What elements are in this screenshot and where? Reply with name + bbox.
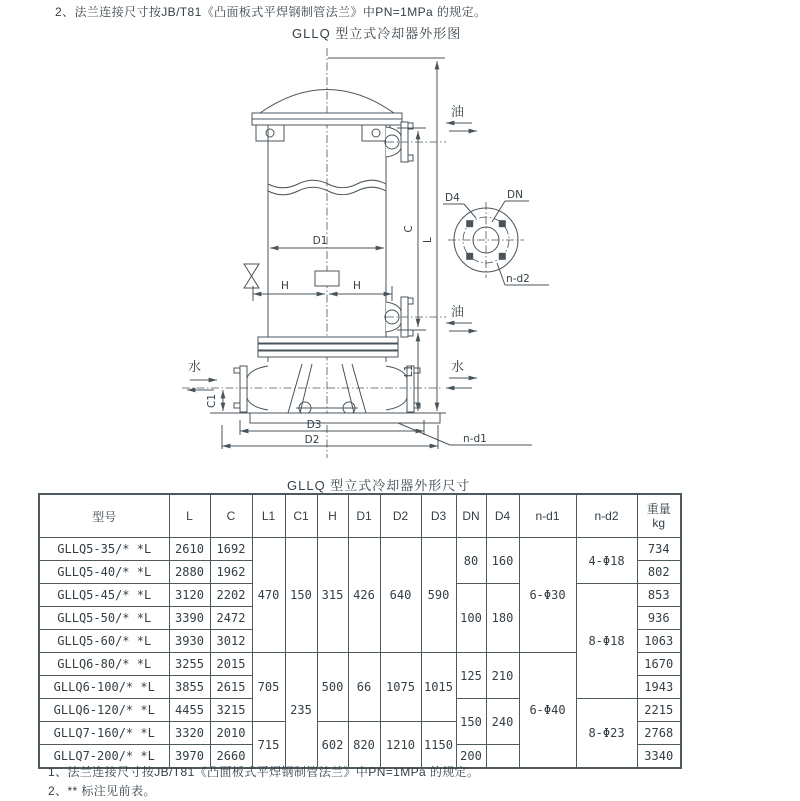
cell-L: 3320 [169,722,210,745]
cell-DN: 80 [456,538,486,584]
cell-C: 2015 [210,653,252,676]
svg-text:油: 油 [451,105,465,120]
dim-label-h-right: H [353,280,361,292]
col-weight-label: 重量 [646,502,671,516]
cell-C: 1692 [210,538,252,561]
cell-L: 3855 [169,676,210,699]
col-L: L [169,494,210,538]
table-title: GLLQ 型立式冷却器外形尺寸 [287,478,471,493]
cell-D3: 1015 [421,653,456,722]
cell-L: 3255 [169,653,210,676]
cell-model: GLLQ6-80/* *L [39,653,169,676]
cell-model: GLLQ5-50/* *L [39,607,169,630]
cell-model: GLLQ6-120/* *L [39,699,169,722]
cell-model: GLLQ7-160/* *L [39,722,169,745]
cell-L: 2880 [169,561,210,584]
bottom-note-2: 2、** 标注见前表。 [48,784,156,798]
dim-label-d2: D2 [304,434,320,446]
cell-C1: 235 [285,653,317,769]
col-D2: D2 [380,494,421,538]
col-H: H [317,494,348,538]
water-nozzle-left [234,366,268,412]
top-flange [252,113,402,119]
nameplate-box [315,271,339,286]
cell-D3: 590 [421,538,456,653]
cell-H: 315 [317,538,348,653]
dim-label-h-left: H [281,280,289,292]
dimension-table [38,493,682,769]
valve-icon [244,264,259,288]
cell-L: 3970 [169,745,210,769]
cell-H: 500 [317,653,348,722]
cell-C: 2202 [210,584,252,607]
cell-weight: 936 [637,607,681,630]
cell-model: GLLQ5-35/* *L [39,538,169,561]
dim-label-c: C [403,225,415,233]
cell-D4 [486,745,519,769]
top-note: 2、法兰连接尺寸按JB/T81《凸面板式平焊钢制管法兰》中PN=1MPa 的规定。 [55,5,487,19]
col-D4: D4 [486,494,519,538]
col-D1: D1 [348,494,380,538]
col-C1: C1 [285,494,317,538]
cell-C: 2472 [210,607,252,630]
cell-C: 3215 [210,699,252,722]
cell-weight: 1943 [637,676,681,699]
cell-C: 3012 [210,630,252,653]
cell-n-d1: 6-Φ30 [519,538,576,653]
dim-label-l1: L1 [403,364,415,378]
mid-flange [258,337,398,357]
flange-lugs [256,125,390,141]
cell-model: GLLQ5-45/* *L [39,584,169,607]
cell-C1: 150 [285,538,317,653]
cell-L: 3390 [169,607,210,630]
cell-C: 2010 [210,722,252,745]
cell-D1: 820 [348,722,380,769]
cell-weight: 2215 [637,699,681,722]
cell-model: GLLQ6-100/* *L [39,676,169,699]
cell-weight: 734 [637,538,681,561]
figure-title: GLLQ 型立式冷却器外形图 [292,26,462,41]
col-L1: L1 [252,494,285,538]
cell-n-d2: 8-Φ18 [576,584,637,699]
cell-weight: 1670 [637,653,681,676]
detail-label-d4: D4 [445,192,460,204]
cell-DN: 125 [456,653,486,699]
cell-L: 2610 [169,538,210,561]
cell-D1: 66 [348,653,380,722]
cell-L: 3930 [169,630,210,653]
col-weight-unit: kg [652,516,666,530]
col-n-d1: n-d1 [519,494,576,538]
col-C: C [210,494,252,538]
cell-n-d2: 8-Φ23 [576,699,637,769]
svg-text:油: 油 [451,305,465,320]
water-flow-right [446,359,477,388]
cell-D4: 210 [486,653,519,699]
dim-label-n-d1: n-d1 [463,433,487,445]
cell-L1: 715 [252,722,285,769]
col-weight [637,494,681,538]
cell-C: 2615 [210,676,252,699]
cell-L: 4455 [169,699,210,722]
col-n-d2: n-d2 [576,494,637,538]
cell-n-d2: 4-Φ18 [576,538,637,584]
cell-weight: 2768 [637,722,681,745]
bottom-note-1: 1、法兰连接尺寸按JB/T81《凸面板式平焊钢制管法兰》中PN=1MPa 的规定。 [48,765,480,779]
cell-C: 2660 [210,745,252,769]
cell-model: GLLQ5-60/* *L [39,630,169,653]
col-D3: D3 [421,494,456,538]
cell-D4: 240 [486,699,519,745]
header-row [39,494,681,538]
cell-model: GLLQ7-200/* *L [39,745,169,769]
cell-D4: 180 [486,584,519,653]
cell-DN: 150 [456,699,486,745]
svg-text:水: 水 [188,360,202,375]
cell-model: GLLQ5-40/* *L [39,561,169,584]
cell-L1: 470 [252,538,285,653]
cell-DN: 100 [456,584,486,653]
table-row [39,538,681,561]
dim-label-d3: D3 [306,419,322,431]
detail-label-dn: DN [507,189,523,201]
base-plate [250,413,440,423]
oil-flow-bottom [446,304,477,331]
detail-label-n-d2: n-d2 [506,273,530,285]
cell-D1: 426 [348,538,380,653]
cell-weight: 802 [637,561,681,584]
water-flow-left [187,359,217,390]
cell-D2: 640 [380,538,421,653]
top-flange-lower [252,119,402,125]
svg-text:水: 水 [451,360,465,375]
dim-label-c1: C1 [206,393,218,409]
cell-C: 1962 [210,561,252,584]
flange-detail [443,189,549,285]
cell-weight: 853 [637,584,681,607]
cell-D2: 1210 [380,722,421,769]
cell-DN: 200 [456,745,486,769]
cell-D3: 1150 [421,722,456,769]
col-DN: DN [456,494,486,538]
cell-D4: 160 [486,538,519,584]
dim-label-d1: D1 [312,235,328,247]
cell-weight: 1063 [637,630,681,653]
col-model: 型号 [39,494,169,538]
cell-D2: 1075 [380,653,421,722]
cell-L1: 705 [252,653,285,722]
cell-H: 602 [317,722,348,769]
cell-weight: 3340 [637,745,681,769]
dim-label-l: L [422,237,434,243]
cell-L: 3120 [169,584,210,607]
cell-n-d1: 6-Φ40 [519,653,576,769]
oil-flow-top [446,104,477,131]
